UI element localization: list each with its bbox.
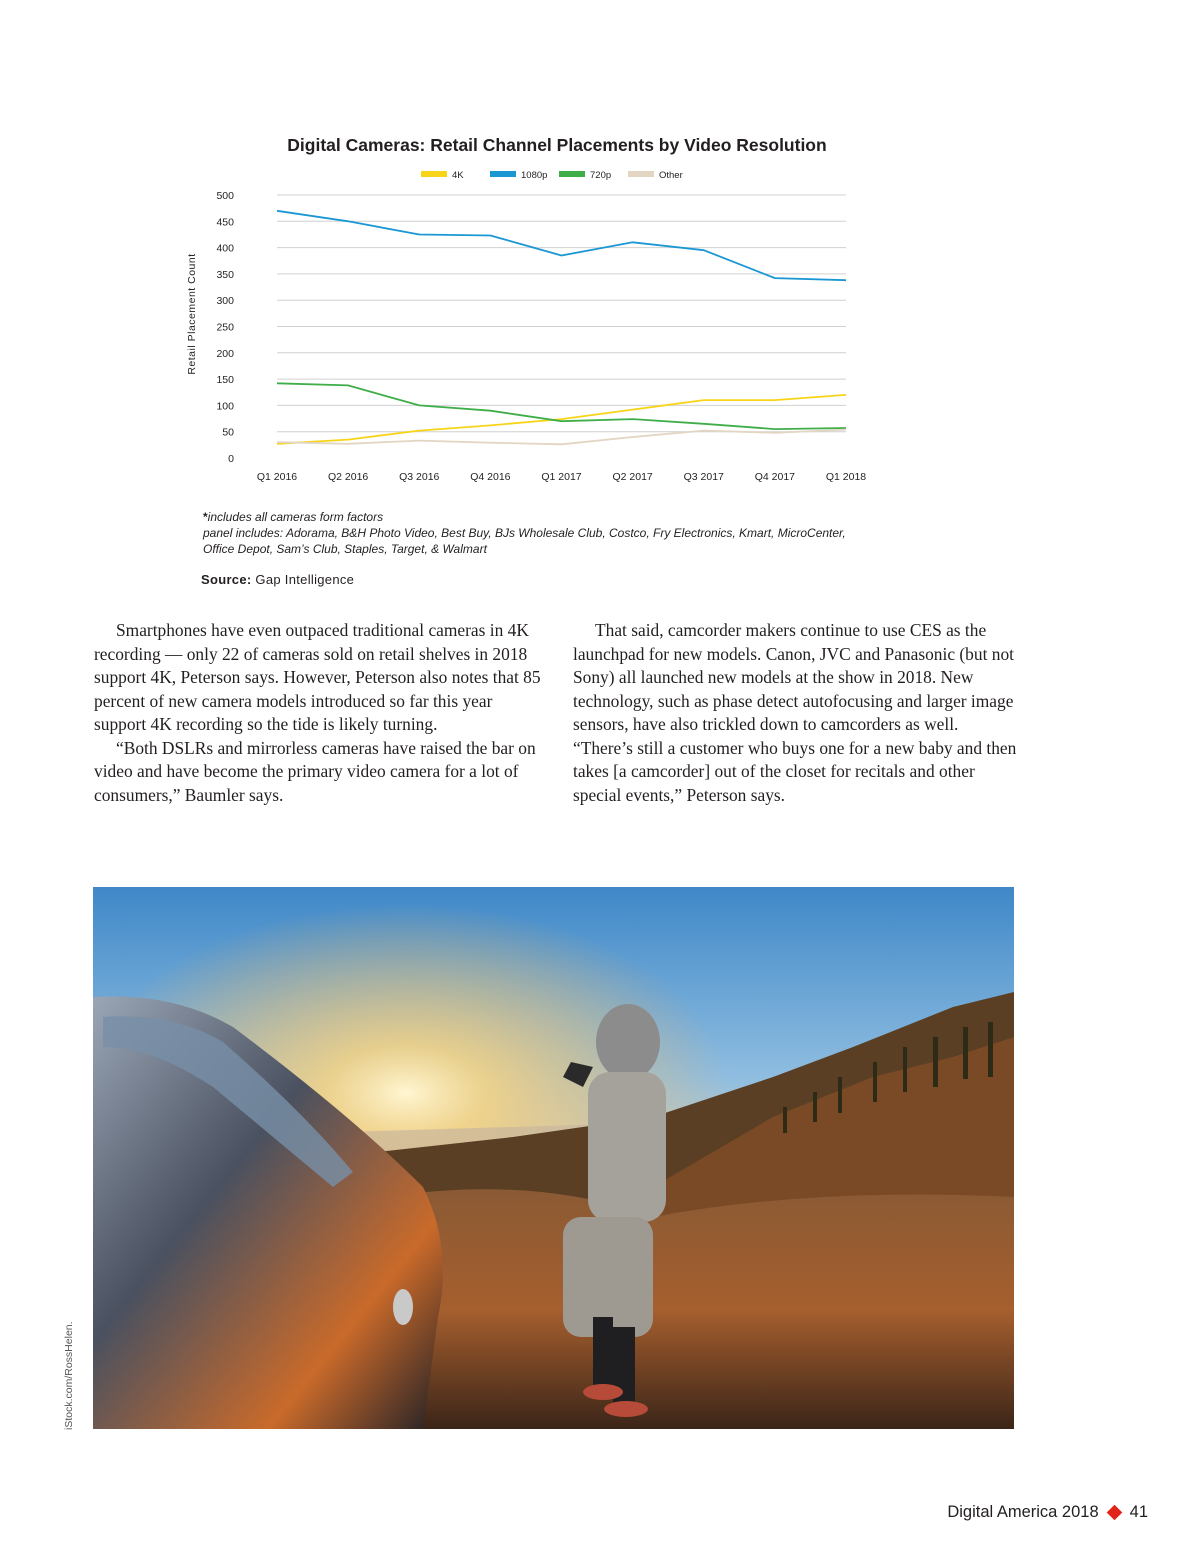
note-panel-cont: Office Depot, Sam’s Club, Staples, Target, & Walmart bbox=[203, 542, 487, 556]
page-number: 41 bbox=[1129, 1503, 1148, 1521]
note-panel: panel includes: Adorama, B&H Photo Video, Best Buy, BJs Wholesale Club, Costco, Fry Electronics, Kmart, MicroCenter, bbox=[203, 526, 846, 540]
y-tick-label: 0 bbox=[228, 453, 234, 465]
chart-gridlines bbox=[277, 195, 846, 432]
y-axis-ticks bbox=[216, 190, 234, 465]
x-tick-label: Q4 2016 bbox=[470, 471, 511, 483]
y-tick-label: 450 bbox=[216, 216, 234, 229]
paragraph: That said, camcorder makers continue to use CES as the launchpad for new models. Canon, JVC and Panasonic (but not Sony) all launched new models at the show in 2018. New technology, such as phase detect autofocusing and larger image sensors, have also trickled down to camcorders as well. “There’s still a customer who buys one for a new baby and then takes [a camcorder] out of the closet for recitals and other special events,” Peterson says. bbox=[573, 620, 1017, 805]
photo-illustration bbox=[93, 887, 1014, 1429]
y-tick-label: 50 bbox=[222, 426, 234, 439]
legend-swatch bbox=[628, 171, 654, 177]
page-footer bbox=[947, 1503, 1148, 1522]
y-tick-label: 400 bbox=[216, 242, 234, 255]
x-tick-label: Q3 2016 bbox=[399, 471, 440, 483]
photo-photographer-at-sunset bbox=[93, 887, 1014, 1429]
legend-swatch bbox=[421, 171, 447, 177]
y-tick-label: 350 bbox=[216, 268, 234, 281]
x-tick-label: Q2 2016 bbox=[327, 471, 369, 483]
chart-source bbox=[201, 572, 354, 587]
paragraph: “Both DSLRs and mirrorless cameras have raised the bar on video and have become the primary video camera for a lot of consumers,” Baumler says. bbox=[94, 737, 536, 805]
publication-name: Digital America 2018 bbox=[947, 1503, 1099, 1521]
legend-label: 4K bbox=[452, 170, 464, 181]
legend-label: 1080p bbox=[521, 170, 548, 181]
chart-legend bbox=[421, 170, 683, 181]
legend-label: 720p bbox=[590, 170, 612, 181]
series-line-4k bbox=[277, 395, 846, 444]
x-axis-ticks bbox=[257, 471, 866, 483]
x-tick-label: Q1 2016 bbox=[256, 471, 298, 483]
legend-swatch bbox=[490, 171, 516, 177]
article-column-left bbox=[94, 619, 542, 807]
note-form-factors: *includes all cameras form factors bbox=[203, 510, 384, 524]
chart-series bbox=[277, 211, 846, 444]
x-tick-label: Q2 2017 bbox=[612, 471, 653, 483]
x-tick-label: Q3 2017 bbox=[683, 471, 724, 483]
y-tick-label: 200 bbox=[216, 347, 234, 360]
x-tick-label: Q1 2017 bbox=[541, 471, 582, 483]
y-tick-label: 100 bbox=[216, 400, 234, 413]
chart-title: Digital Cameras: Retail Channel Placements by Video Resolution bbox=[287, 135, 827, 155]
y-axis-label: Retail Placement Count bbox=[186, 253, 198, 375]
article-column-right bbox=[573, 619, 1021, 807]
x-tick-label: Q4 2017 bbox=[754, 471, 796, 483]
paragraph: Smartphones have even outpaced traditional cameras in 4K recording — only 22 of cameras sold on retail shelves in 2018 support 4K, Peterson says. However, Peterson also notes that 85 percent of new camera models introduced so far this year support 4K recording so the tide is likely turning. bbox=[94, 620, 541, 734]
diamond-icon bbox=[1106, 1505, 1122, 1521]
y-tick-label: 250 bbox=[216, 321, 234, 334]
source-label: Source: bbox=[201, 572, 252, 587]
chart-notes bbox=[203, 509, 963, 557]
series-line-720p bbox=[277, 383, 846, 429]
source-value: Gap Intelligence bbox=[251, 572, 355, 587]
y-tick-label: 150 bbox=[216, 374, 234, 387]
x-tick-label: Q1 2018 bbox=[825, 471, 867, 483]
legend-swatch bbox=[559, 171, 585, 177]
y-tick-label: 300 bbox=[216, 295, 234, 308]
photo-credit: iStock.com/RossHelen. bbox=[63, 1321, 75, 1430]
legend-label: Other bbox=[659, 170, 683, 181]
y-tick-label: 500 bbox=[216, 190, 234, 202]
